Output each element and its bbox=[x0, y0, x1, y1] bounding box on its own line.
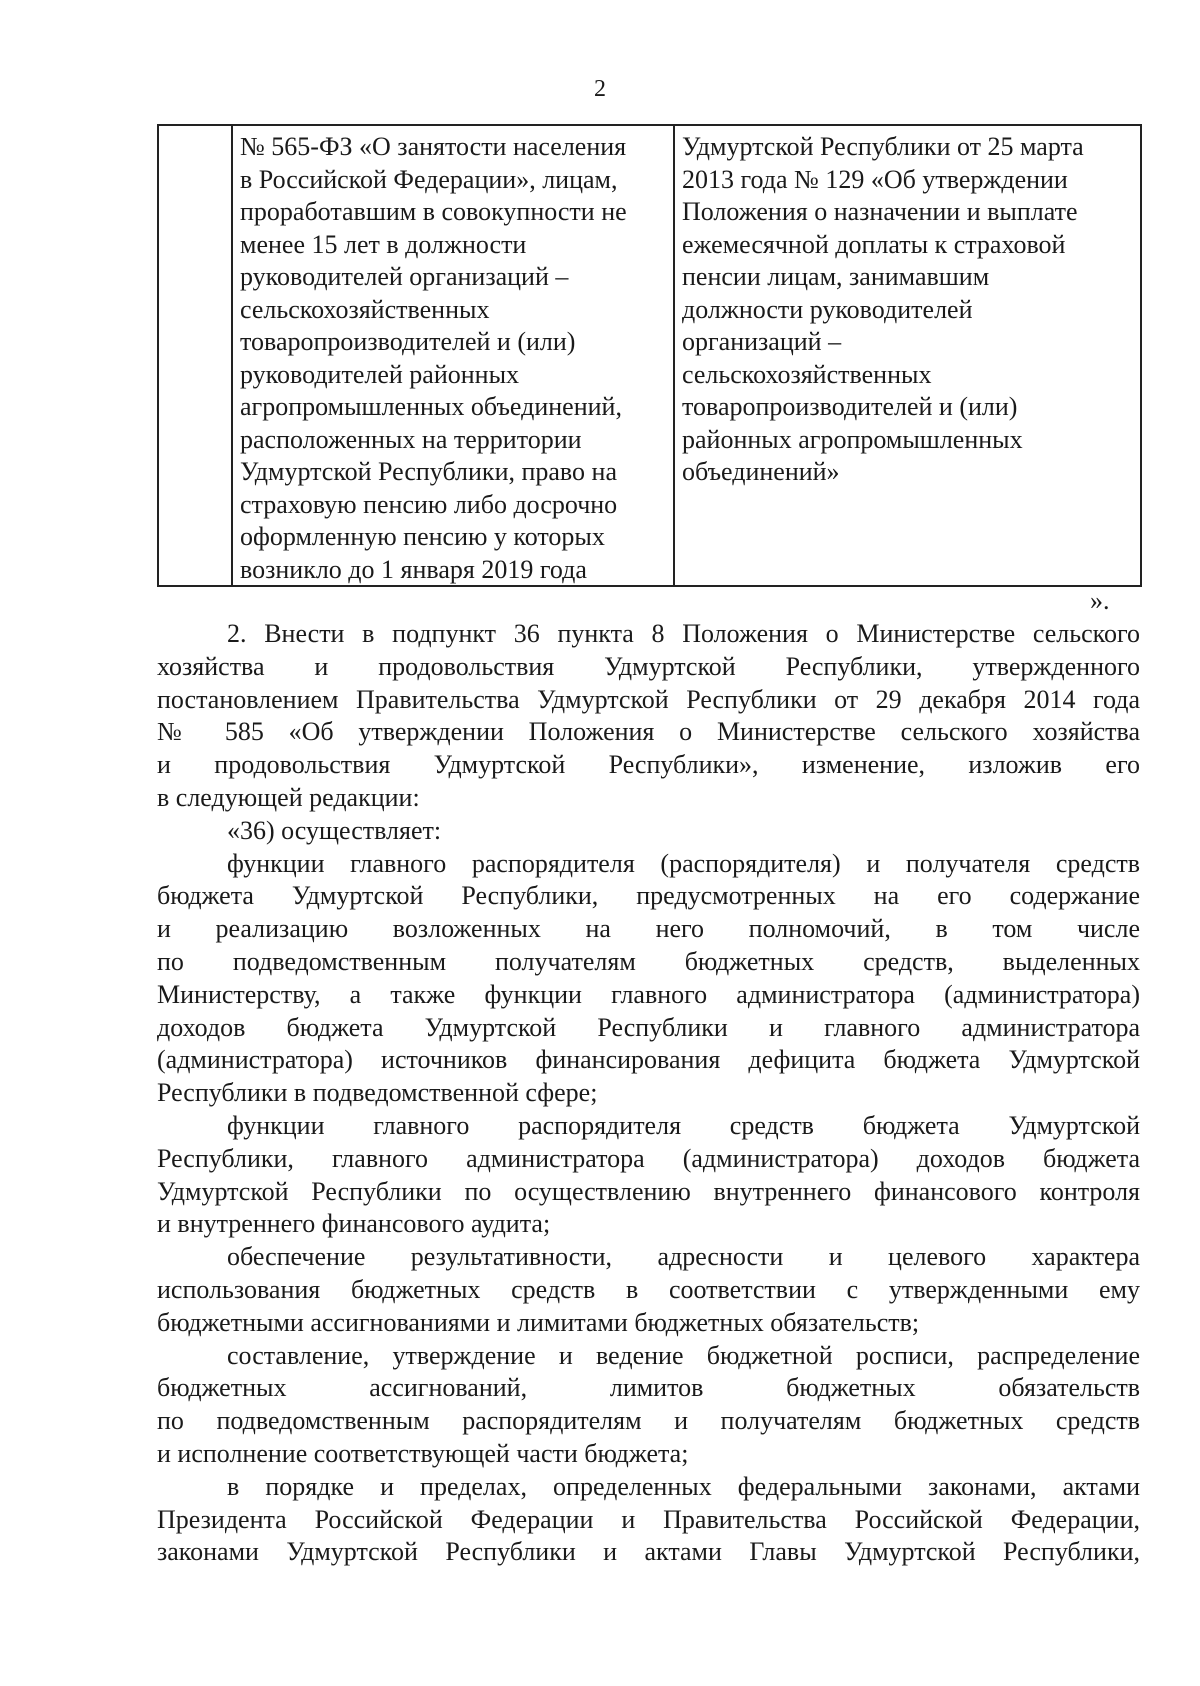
paragraph-line: по подведомственным распорядителям и получателям бюджетных средств bbox=[157, 1406, 1140, 1436]
cell-line: ежемесячной доплаты к страховой bbox=[682, 229, 1066, 259]
paragraph-line: и внутреннего финансового аудита; bbox=[157, 1209, 551, 1239]
paragraph-line: «36) осуществляет: bbox=[227, 815, 442, 845]
closing-quote: ». bbox=[1090, 586, 1110, 615]
paragraph-line: бюджетных ассигнований, лимитов бюджетных обязательств bbox=[157, 1373, 1140, 1403]
paragraph-line: № 585 «Об утверждении Положения о Министерстве сельского хозяйства bbox=[157, 717, 1140, 747]
cell-line: районных агропромышленных bbox=[682, 424, 1023, 454]
cell-line: товаропроизводителей и (или) bbox=[682, 392, 1018, 421]
cell-line: оформленную пенсию у которых bbox=[240, 522, 605, 551]
column-divider bbox=[673, 126, 675, 585]
paragraph-line: хозяйства и продовольствия Удмуртской Республики, утвержденного bbox=[157, 651, 1140, 681]
paragraph-line: в порядке и пределах, определенных федеральными законами, актами bbox=[227, 1471, 1140, 1501]
paragraph-line: функции главного распорядителя средств бюджета Удмуртской bbox=[227, 1110, 1140, 1140]
cell-line: пенсии лицам, занимавшим bbox=[682, 262, 990, 291]
cell-line: в Российской Федерации», лицам, bbox=[240, 164, 618, 194]
cell-line: руководителей организаций – bbox=[240, 262, 569, 291]
paragraph-line: по подведомственным получателям бюджетных средств, выделенных bbox=[157, 946, 1140, 976]
table-cell-regulation-title bbox=[682, 131, 1084, 489]
paragraph-line: и исполнение соответствующей части бюджета; bbox=[157, 1438, 689, 1468]
page-number: 2 bbox=[594, 76, 606, 102]
cell-line: руководителей районных bbox=[240, 359, 520, 389]
cell-line: должности руководителей bbox=[682, 294, 973, 324]
cell-line: Удмуртской Республики, право на bbox=[240, 457, 617, 486]
cell-line: возникло до 1 января 2019 года bbox=[240, 554, 587, 584]
document-body bbox=[157, 618, 1140, 1569]
cell-line: товаропроизводителей и (или) bbox=[240, 327, 576, 356]
paragraph-line: 2. Внести в подпункт 36 пункта 8 Положения о Министерстве сельского bbox=[227, 619, 1140, 648]
paragraph-line: Министерству, а также функции главного администратора (администратора) bbox=[157, 979, 1140, 1009]
cell-line: № 565-ФЗ «О занятости населения bbox=[240, 132, 627, 161]
paragraph-line: составление, утверждение и ведение бюджетной росписи, распределение bbox=[227, 1340, 1140, 1370]
cell-line: объединений» bbox=[682, 457, 840, 486]
paragraph-line: бюджетными ассигнованиями и лимитами бюджетных обязательств; bbox=[157, 1307, 920, 1337]
paragraph-line: доходов бюджета Удмуртской Республики и главного администратора bbox=[157, 1012, 1140, 1042]
paragraph-line: бюджета Удмуртской Республики, предусмотренных на его содержание bbox=[157, 881, 1140, 911]
paragraph-line: законами Удмуртской Республики и актами Главы Удмуртской Республики, bbox=[157, 1537, 1140, 1567]
paragraph-line: постановлением Правительства Удмуртской Республики от 29 декабря 2014 года bbox=[157, 684, 1140, 714]
cell-line: проработавшим в совокупности не bbox=[240, 197, 627, 226]
paragraph-line: и продовольствия Удмуртской Республики», изменение, изложив его bbox=[157, 750, 1140, 780]
paragraph-line: использования бюджетных средств в соответствии с утвержденными ему bbox=[157, 1274, 1140, 1304]
cell-line: менее 15 лет в должности bbox=[240, 229, 527, 259]
paragraph-line: и реализацию возложенных на него полномочий, в том числе bbox=[157, 914, 1140, 944]
cell-line: агропромышленных объединений, bbox=[240, 392, 622, 421]
cell-line: 2013 года № 129 «Об утверждении bbox=[682, 164, 1068, 194]
cell-line: страховую пенсию либо досрочно bbox=[240, 489, 618, 519]
paragraph-line: Президента Российской Федерации и Правительства Российской Федерации, bbox=[157, 1504, 1140, 1534]
column-divider bbox=[231, 126, 233, 585]
cell-line: организаций – bbox=[682, 327, 842, 356]
paragraph-line: Республики в подведомственной сфере; bbox=[157, 1078, 598, 1108]
paragraph-line: функции главного распорядителя (распорядителя) и получателя средств bbox=[227, 848, 1140, 878]
paragraph-line: (администратора) источников финансирования дефицита бюджета Удмуртской bbox=[157, 1045, 1140, 1075]
paragraph-line: Республики, главного администратора (администратора) доходов бюджета bbox=[157, 1143, 1140, 1173]
paragraph-line: в следующей редакции: bbox=[157, 782, 420, 812]
cell-line: сельскохозяйственных bbox=[682, 359, 932, 389]
cell-line: расположенных на территории bbox=[240, 424, 582, 454]
cell-line: Положения о назначении и выплате bbox=[682, 197, 1078, 226]
paragraph-line: обеспечение результативности, адресности и целевого характера bbox=[227, 1242, 1140, 1272]
paragraph-line: Удмуртской Республики по осуществлению внутреннего финансового контроля bbox=[157, 1176, 1140, 1206]
cell-line: сельскохозяйственных bbox=[240, 294, 490, 324]
amendment-table bbox=[157, 124, 1142, 587]
cell-line: Удмуртской Республики от 25 марта bbox=[682, 132, 1084, 161]
table-cell-law-text bbox=[240, 131, 627, 586]
